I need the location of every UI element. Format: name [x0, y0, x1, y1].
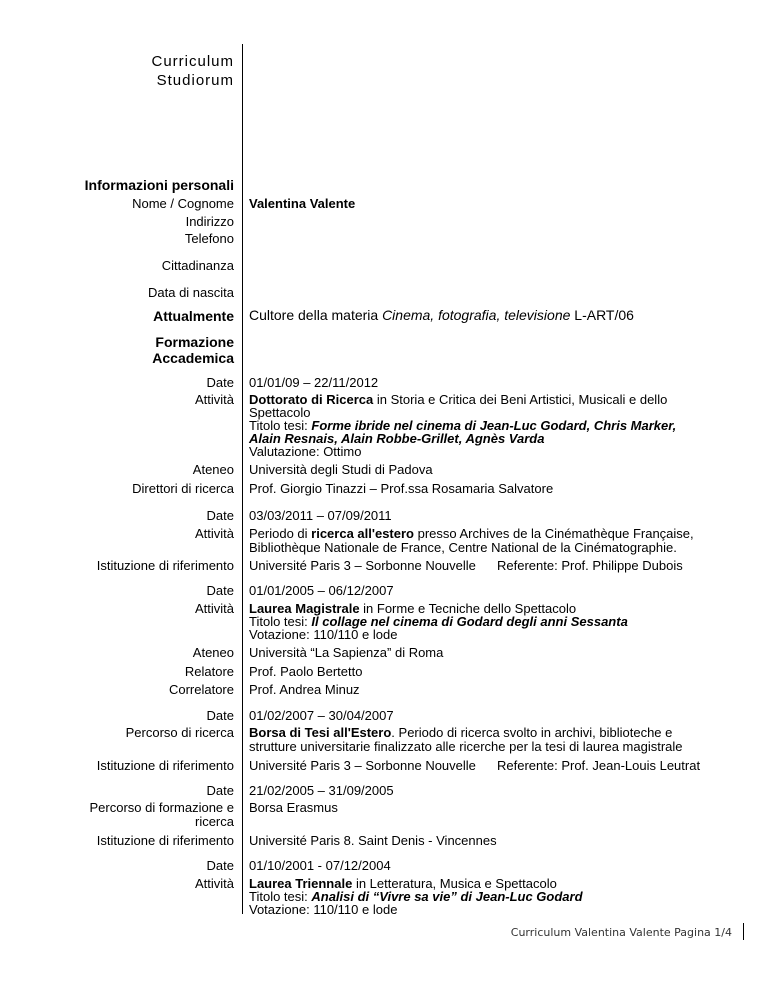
e2-date-label: Date	[206, 508, 234, 523]
phone-label: Telefono	[184, 231, 234, 246]
e3-grade: Votazione: 110/110 e lode	[249, 627, 398, 642]
name-value: Valentina Valente	[249, 196, 356, 211]
birthdate-label: Data di nascita	[148, 285, 234, 300]
e2-activity-line2: Bibliothèque Nationale de France, Centre National de la Cinématographie.	[249, 540, 677, 555]
e1-activity-label: Attività	[194, 392, 234, 407]
doc-title-line2: Studiorum	[156, 72, 234, 89]
e1-thesis-line1: Titolo tesi: Forme ibride nel cinema di Jean-Luc Godard, Chris Marker,	[249, 418, 677, 433]
e3-university: Università “La Sapienza” di Roma	[249, 645, 444, 660]
e3-activity-line1: Laurea Magistrale in Forme e Tecniche dello Spettacolo	[249, 601, 577, 616]
e6-activity-line1: Laurea Triennale in Letteratura, Musica e Spettacolo	[249, 876, 557, 891]
e3-supervisor: Prof. Paolo Bertetto	[249, 664, 363, 679]
e4-referent: Referente: Prof. Jean-Louis Leutrat	[497, 758, 701, 773]
e3-activity-label: Attività	[194, 601, 234, 616]
e1-university: Università degli Studi di Padova	[249, 462, 433, 477]
e6-activity-label: Attività	[194, 876, 234, 891]
e5-institution-label: Istituzione di riferimento	[96, 833, 234, 848]
e1-grade: Valutazione: Ottimo	[249, 444, 362, 459]
e3-supervisor-label: Relatore	[184, 664, 234, 679]
e1-directors: Prof. Giorgio Tinazzi – Prof.ssa Rosamaria Salvatore	[249, 481, 554, 496]
e6-date-label: Date	[206, 858, 234, 873]
e3-cosupervisor: Prof. Andrea Minuz	[249, 682, 360, 697]
e2-activity-line1: Periodo di ricerca all'estero presso Archives de la Cinémathèque Française,	[249, 526, 694, 541]
e2-date: 03/03/2011 – 07/09/2011	[249, 508, 392, 523]
e1-directors-label: Direttori di ricerca	[132, 481, 234, 496]
e4-activity-label: Percorso di ricerca	[125, 725, 234, 740]
e6-thesis: Titolo tesi: Analisi di “Vivre sa vie” di Jean-Luc Godard	[249, 889, 583, 904]
e1-activity-line1: Dottorato di Ricerca in Storia e Critica dei Beni Artistici, Musicali e dello	[249, 392, 668, 407]
e1-date: 01/01/09 – 22/11/2012	[249, 375, 379, 390]
footer-divider	[743, 923, 744, 940]
e1-activity-line2: Spettacolo	[249, 405, 311, 420]
e4-date-label: Date	[206, 708, 234, 723]
e3-date: 01/01/2005 – 06/12/2007	[249, 583, 394, 598]
e3-thesis: Titolo tesi: Il collage nel cinema di Godard degli anni Sessanta	[249, 614, 628, 629]
section-education-line2: Accademica	[152, 350, 234, 366]
e5-date: 21/02/2005 – 31/09/2005	[249, 783, 394, 798]
e2-referent: Referente: Prof. Philippe Dubois	[497, 558, 683, 573]
name-label: Nome / Cognome	[132, 196, 234, 211]
e5-activity-label-line2: ricerca	[194, 814, 234, 829]
page-footer: Curriculum Valentina Valente Pagina 1/4	[510, 926, 732, 939]
current-label: Attualmente	[153, 308, 234, 324]
section-personal-info: Informazioni personali	[84, 177, 234, 193]
e1-university-label: Ateneo	[192, 462, 234, 477]
e2-institution: Université Paris 3 – Sorbonne Nouvelle	[249, 558, 476, 573]
column-divider	[242, 44, 243, 914]
e3-date-label: Date	[206, 583, 234, 598]
e4-activity-line2: strutture universitarie finalizzato alle ricerche per la tesi di laurea magistrale	[249, 739, 683, 754]
e5-date-label: Date	[206, 783, 234, 798]
e4-institution-label: Istituzione di riferimento	[96, 758, 234, 773]
e4-date: 01/02/2007 – 30/04/2007	[249, 708, 394, 723]
doc-title-line1: Curriculum	[151, 53, 234, 70]
e2-activity-label: Attività	[194, 526, 234, 541]
section-education-line1: Formazione	[155, 334, 234, 350]
e6-date: 01/10/2001 - 07/12/2004	[249, 858, 391, 873]
current-value: Cultore della materia Cinema, fotografia, televisione L-ART/06	[249, 307, 634, 323]
e3-university-label: Ateneo	[192, 645, 234, 660]
e3-cosupervisor-label: Correlatore	[168, 682, 234, 697]
e5-activity-label-line1: Percorso di formazione e	[89, 800, 234, 815]
e5-institution: Université Paris 8. Saint Denis - Vincennes	[249, 833, 497, 848]
e6-grade: Votazione: 110/110 e lode	[249, 902, 398, 917]
e2-institution-label: Istituzione di riferimento	[96, 558, 234, 573]
citizenship-label: Cittadinanza	[161, 258, 234, 273]
e4-activity-line1: Borsa di Tesi all'Estero. Periodo di ricerca svolto in archivi, biblioteche e	[249, 725, 673, 740]
e5-activity: Borsa Erasmus	[249, 800, 338, 815]
address-label: Indirizzo	[185, 214, 234, 229]
e4-institution: Université Paris 3 – Sorbonne Nouvelle	[249, 758, 476, 773]
e1-date-label: Date	[206, 375, 234, 390]
e1-thesis-line2: Alain Resnais, Alain Robbe-Grillet, Agnès Varda	[249, 431, 545, 446]
